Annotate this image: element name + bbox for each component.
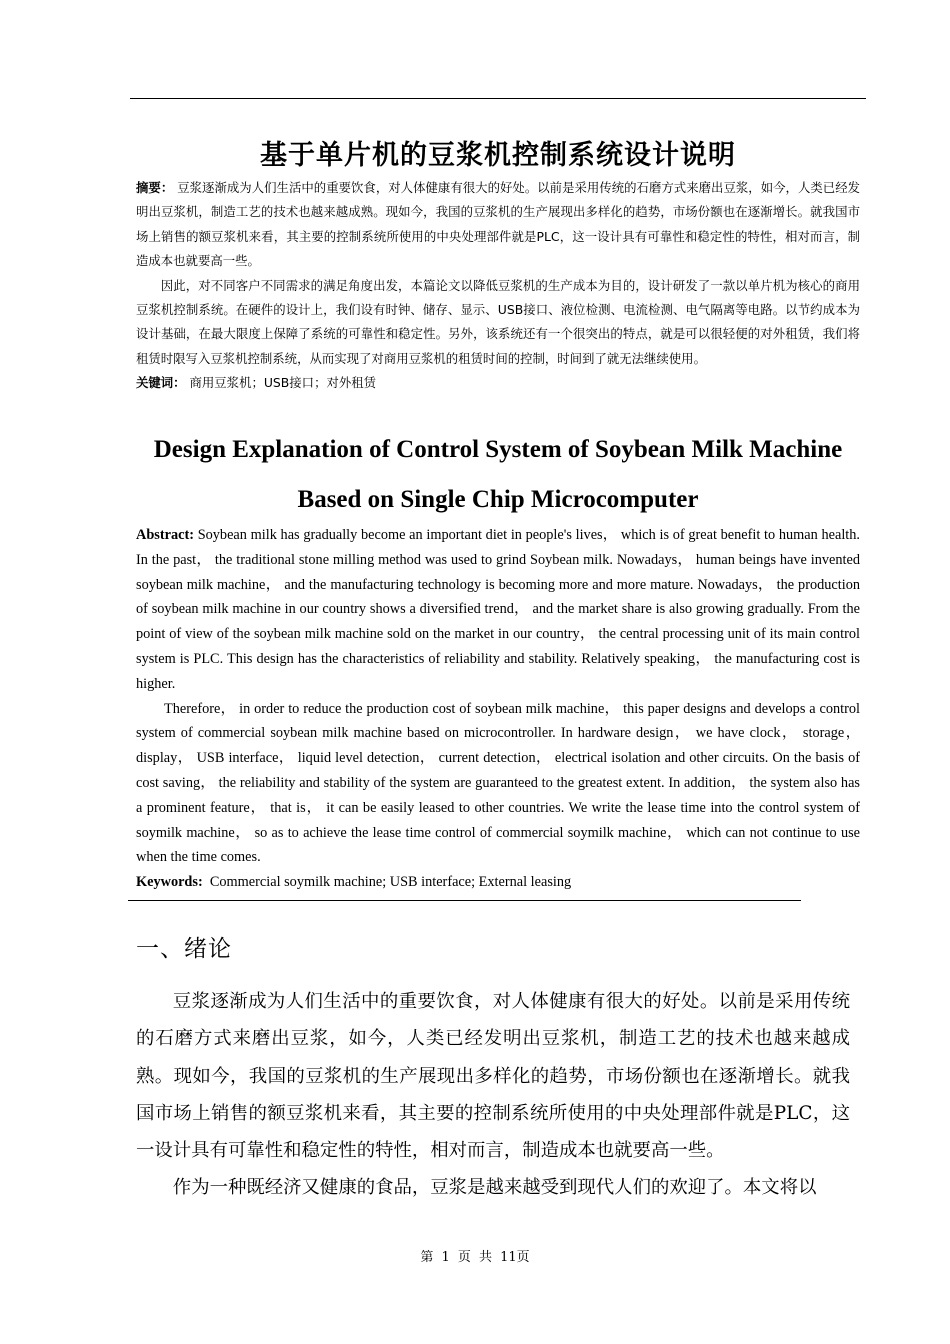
page-title-en [130,425,866,525]
header-rule [130,98,866,99]
abstract-en-para-1 [136,523,860,697]
section-body [136,983,850,1207]
title-en-line-2: Based on Single Chip Microcomputer [297,486,699,513]
keywords-cn-text: 商用豆浆机；USB接口；对外租赁 [189,375,377,391]
abstract-en [136,523,860,895]
abstract-cn [136,176,860,396]
page-title-cn: 基于单片机的豆浆机控制系统设计说明 [260,140,736,171]
section-heading: 一、绪论 [136,936,232,962]
keywords-en [136,870,860,895]
title-en-line-1: Design Explanation of Control System of Soybean Milk Machine [153,436,843,463]
abstract-cn-text-1: 豆浆逐渐成为人们生活中的重要饮食，对人体健康有很大的好处。以前是采用传统的石磨方式来磨出豆浆，如今，人类已经发明出豆浆机，制造工艺的技术也越来越成熟。现如今，我国的豆浆机的生产展现出多样化的趋势，市场份额也在逐渐增长。就我国市场上销售的额豆浆机来看，其主要的控制系统所使用的中央处理部件就是PLC，这一设计具有可靠性和稳定性的特性，相对而言，制造成本也就要高一些。 [136,180,860,269]
abstract-cn-para-1 [136,176,860,274]
abstract-en-label: Abstract: [136,527,194,543]
body-paragraph-2: 作为一种既经济又健康的食品，豆浆是越来越受到现代人们的欢迎了。本文将以 [172,1177,817,1199]
keywords-cn-label: 关键词： [136,375,186,391]
abstract-divider [128,900,801,901]
page-footer: 第 1 页 共 11页 [420,1250,530,1265]
keywords-en-text: Commercial soymilk machine; USB interface; External leasing [209,874,572,891]
body-paragraph-1: 豆浆逐渐成为人们生活中的重要饮食，对人体健康有很大的好处。以前是采用传统的石磨方式来磨出豆浆，如今，人类已经发明出豆浆机，制造工艺的技术也越来越成熟。现如今，我国的豆浆机的生产展现出多样化的趋势，市场份额也在逐渐增长。就我国市场上销售的额豆浆机来看，其主要的控制系统所使用的中央处理部件就是PLC，这一设计具有可靠性和稳定性的特性，相对而言，制造成本也就要高一些。 [136,991,850,1162]
keywords-en-label: Keywords: [136,874,203,891]
abstract-cn-label: 摘要： [136,180,174,195]
keywords-cn [136,371,860,395]
abstract-en-text-1: Soybean milk has gradually become an important diet in people's lives， which is of great benefit to human health. In the past， the traditional stone milling method was used to grind Soybean milk. Nowadays， human beings have invented soybean milk machine， and the manufacturing technology is becoming more and more mature. Nowadays， the production of soybean milk machine in our country shows a diversified trend， and the market share is also growing gradually. From the point of view of the soybean milk machine sold on the market in our country， the central processing unit of its main control system is PLC. This design has the characteristics of reliability and stability. Relatively speaking， the manufacturing cost is higher. [136,527,861,692]
abstract-cn-para-2: 因此，对不同客户不同需求的满足角度出发，本篇论文以降低豆浆机的生产成本为目的，设计研发了一款以单片机为核心的商用豆浆机控制系统。在硬件的设计上，我们设有时钟、储存、显示、USB接口、液位检测、电流检测、电气隔离等电路。以节约成本为设计基础，在最大限度上保障了系统的可靠性和稳定性。另外，该系统还有一个很突出的特点，就是可以很轻便的对外租赁，我们将租赁时限写入豆浆机控制系统，从而实现了对商用豆浆机的租赁时间的控制，时间到了就无法继续使用。 [136,277,860,366]
abstract-en-para-2: Therefore， in order to reduce the production cost of soybean milk machine， this paper designs and develops a control system of commercial soybean milk machine based on microcontroller. In hardware design， we have clock， storage， display， USB interface， liquid level detection， current detection， electrical isolation and other circuits. On the basis of cost saving， the reliability and stability of the system are guaranteed to the greatest extent. In addition， the system also has a prominent feature， that is， it can be easily leased to other countries. We write the lease time into the control system of soymilk machine， so as to achieve the lease time control of commercial soymilk machine， which can not continue to use when the time comes. [136,700,860,866]
